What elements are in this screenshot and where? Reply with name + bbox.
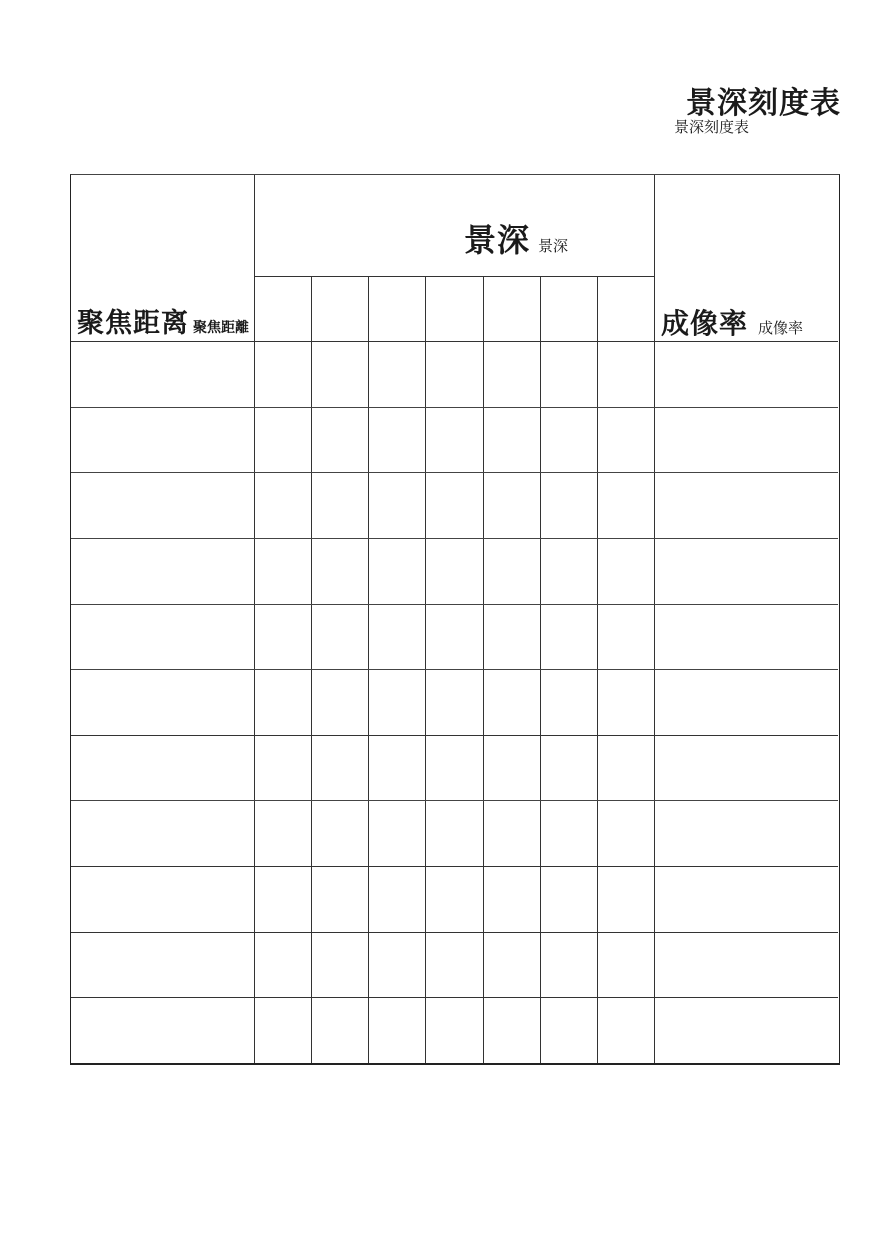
depth-of-field-cell[interactable]: [483, 997, 540, 1063]
depth-of-field-cell[interactable]: [597, 538, 654, 604]
depth-of-field-cell[interactable]: [254, 538, 311, 604]
depth-of-field-cell[interactable]: [425, 866, 482, 932]
depth-of-field-cell[interactable]: [597, 669, 654, 735]
depth-of-field-cell[interactable]: [425, 669, 482, 735]
depth-of-field-cell[interactable]: [483, 866, 540, 932]
page-subtitle: 景深刻度表: [674, 118, 750, 136]
depth-of-field-label-sub: 景深: [538, 237, 569, 255]
depth-of-field-cell[interactable]: [254, 669, 311, 735]
depth-of-field-cell[interactable]: [368, 866, 425, 932]
depth-of-field-cell[interactable]: [311, 407, 368, 473]
depth-of-field-cell[interactable]: [540, 341, 597, 407]
depth-of-field-cell[interactable]: [483, 932, 540, 998]
depth-of-field-cell[interactable]: [425, 538, 482, 604]
magnification-cell[interactable]: [654, 341, 838, 407]
magnification-cell[interactable]: [654, 538, 838, 604]
depth-of-field-cell[interactable]: [540, 932, 597, 998]
depth-of-field-cell[interactable]: [483, 341, 540, 407]
depth-of-field-cell[interactable]: [311, 997, 368, 1063]
depth-of-field-cell[interactable]: [368, 604, 425, 670]
depth-of-field-cell[interactable]: [597, 932, 654, 998]
depth-of-field-cell[interactable]: [540, 800, 597, 866]
depth-of-field-cell[interactable]: [425, 735, 482, 801]
focus-distance-cell[interactable]: [71, 604, 254, 670]
magnification-cell[interactable]: [654, 604, 838, 670]
magnification-label-sub: 成像率: [758, 319, 804, 337]
magnification-label: 成像率: [661, 307, 749, 340]
focus-distance-cell[interactable]: [71, 341, 254, 407]
depth-of-field-cell[interactable]: [311, 538, 368, 604]
depth-of-field-table: [70, 174, 840, 1065]
magnification-cell[interactable]: [654, 932, 838, 998]
focus-distance-header: [77, 301, 249, 340]
depth-of-field-cell[interactable]: [311, 932, 368, 998]
depth-of-field-cell[interactable]: [254, 997, 311, 1063]
focus-distance-label-sub: 聚焦距離: [193, 320, 249, 336]
focus-distance-label: 聚焦距离: [77, 308, 189, 339]
focus-distance-cell[interactable]: [71, 997, 254, 1063]
depth-of-field-cell[interactable]: [254, 932, 311, 998]
depth-of-field-cell[interactable]: [540, 407, 597, 473]
depth-of-field-cell[interactable]: [368, 538, 425, 604]
depth-of-field-cell[interactable]: [425, 472, 482, 538]
depth-of-field-cell[interactable]: [254, 735, 311, 801]
magnification-header: [661, 302, 803, 342]
magnification-cell[interactable]: [654, 472, 838, 538]
depth-of-field-header: [464, 215, 568, 261]
depth-of-field-cell[interactable]: [368, 472, 425, 538]
depth-of-field-label: 景深: [464, 221, 531, 259]
depth-of-field-cell[interactable]: [368, 341, 425, 407]
depth-of-field-cell[interactable]: [368, 407, 425, 473]
depth-of-field-cell[interactable]: [254, 407, 311, 473]
depth-of-field-cell[interactable]: [368, 669, 425, 735]
focus-distance-cell[interactable]: [71, 669, 254, 735]
depth-of-field-cell[interactable]: [597, 800, 654, 866]
magnification-cell[interactable]: [654, 997, 838, 1063]
depth-of-field-cell[interactable]: [254, 341, 311, 407]
depth-of-field-cell[interactable]: [311, 341, 368, 407]
depth-of-field-cell[interactable]: [254, 866, 311, 932]
focus-distance-cell[interactable]: [71, 866, 254, 932]
focus-distance-cell[interactable]: [71, 538, 254, 604]
depth-of-field-cell[interactable]: [540, 735, 597, 801]
depth-of-field-cell[interactable]: [425, 604, 482, 670]
magnification-cell[interactable]: [654, 669, 838, 735]
depth-of-field-cell[interactable]: [425, 341, 482, 407]
depth-of-field-cell[interactable]: [311, 472, 368, 538]
focus-distance-cell[interactable]: [71, 735, 254, 801]
depth-of-field-cell[interactable]: [425, 407, 482, 473]
depth-of-field-cell[interactable]: [597, 407, 654, 473]
focus-distance-cell[interactable]: [71, 800, 254, 866]
depth-of-field-cell[interactable]: [483, 604, 540, 670]
depth-of-field-cell[interactable]: [254, 472, 311, 538]
magnification-cell[interactable]: [654, 407, 838, 473]
depth-of-field-cell[interactable]: [597, 997, 654, 1063]
depth-of-field-cell[interactable]: [597, 341, 654, 407]
magnification-cell[interactable]: [654, 800, 838, 866]
depth-of-field-cell[interactable]: [540, 472, 597, 538]
depth-of-field-cell[interactable]: [425, 932, 482, 998]
depth-of-field-cell[interactable]: [483, 800, 540, 866]
depth-of-field-cell[interactable]: [540, 669, 597, 735]
depth-of-field-cell[interactable]: [540, 604, 597, 670]
focus-distance-cell[interactable]: [71, 407, 254, 473]
depth-of-field-cell[interactable]: [311, 604, 368, 670]
magnification-cell[interactable]: [654, 735, 838, 801]
depth-of-field-cell[interactable]: [425, 800, 482, 866]
depth-of-field-cell[interactable]: [311, 800, 368, 866]
magnification-cell[interactable]: [654, 866, 838, 932]
depth-of-field-cell[interactable]: [597, 604, 654, 670]
depth-of-field-cell[interactable]: [483, 472, 540, 538]
depth-of-field-cell[interactable]: [368, 800, 425, 866]
title-block: [674, 86, 841, 136]
depth-of-field-cell[interactable]: [540, 866, 597, 932]
depth-of-field-cell[interactable]: [597, 472, 654, 538]
focus-distance-cell[interactable]: [71, 472, 254, 538]
depth-of-field-cell[interactable]: [425, 997, 482, 1063]
depth-of-field-cell[interactable]: [540, 997, 597, 1063]
page-title: 景深刻度表: [686, 86, 841, 121]
depth-of-field-cell[interactable]: [597, 735, 654, 801]
depth-of-field-cell[interactable]: [597, 866, 654, 932]
focus-distance-cell[interactable]: [71, 932, 254, 998]
depth-of-field-cell[interactable]: [368, 735, 425, 801]
depth-of-field-cell[interactable]: [254, 604, 311, 670]
dof-subheader-divider: [254, 276, 654, 277]
depth-of-field-cell[interactable]: [483, 538, 540, 604]
depth-of-field-cell[interactable]: [368, 932, 425, 998]
depth-of-field-cell[interactable]: [254, 800, 311, 866]
depth-of-field-cell[interactable]: [483, 407, 540, 473]
depth-of-field-cell[interactable]: [311, 669, 368, 735]
depth-of-field-cell[interactable]: [483, 735, 540, 801]
depth-of-field-cell[interactable]: [483, 669, 540, 735]
depth-of-field-cell[interactable]: [540, 538, 597, 604]
depth-of-field-cell[interactable]: [368, 997, 425, 1063]
depth-of-field-cell[interactable]: [311, 866, 368, 932]
depth-of-field-cell[interactable]: [311, 735, 368, 801]
